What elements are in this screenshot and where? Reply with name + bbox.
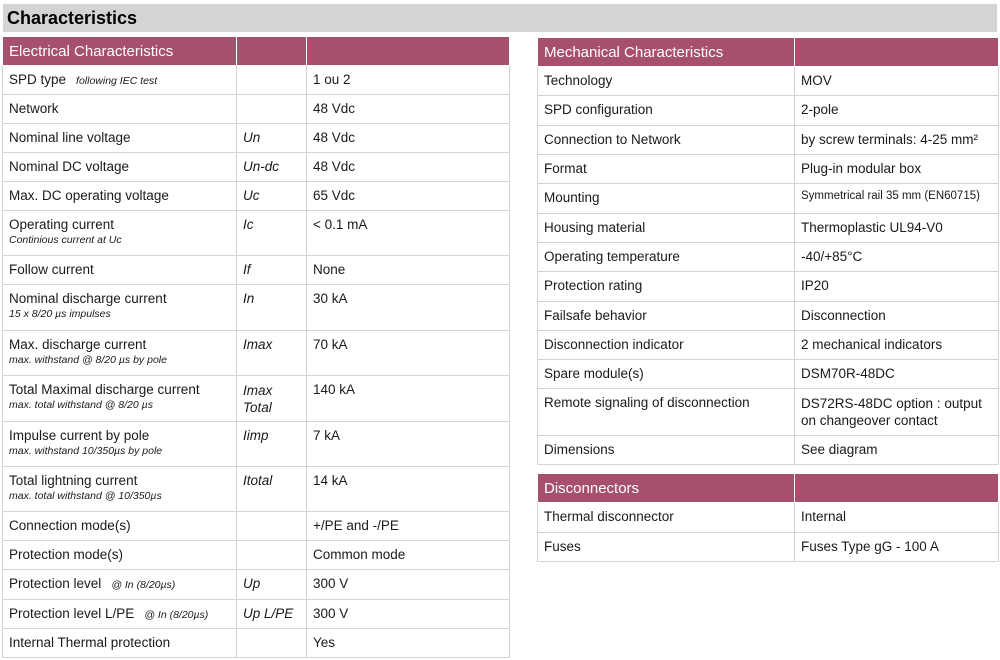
table-row [3, 66, 510, 95]
row-value: 65 Vdc [307, 182, 510, 211]
row-label: Disconnection indicator [538, 331, 795, 360]
row-symbol: If [237, 256, 307, 285]
table-row [538, 126, 999, 155]
table-row [538, 214, 999, 243]
table-row [538, 67, 999, 96]
row-value: +/PE and -/PE [307, 512, 510, 541]
row-value: Common mode [307, 541, 510, 570]
header-spacer [237, 37, 307, 66]
page-title: Characteristics [7, 8, 138, 28]
row-sublabel: max. total withstand @ 8/20 µs [9, 399, 153, 411]
table-row [3, 182, 510, 211]
table-row [538, 533, 999, 562]
table-row [538, 302, 999, 331]
mechanical-title: Mechanical Characteristics [538, 38, 795, 67]
row-label: Thermal disconnector [538, 503, 795, 533]
table-row [3, 124, 510, 153]
table-row [3, 512, 510, 541]
row-value: -40/+85°C [795, 243, 999, 272]
row-value: < 0.1 mA [307, 211, 510, 256]
table-row [538, 155, 999, 184]
row-label: Internal Thermal protection [9, 635, 171, 650]
row-symbol [237, 629, 307, 658]
table-row [3, 285, 510, 331]
row-value: 300 V [307, 600, 510, 629]
row-sublabel: max. total withstand @ 10/350µs [9, 490, 162, 502]
table-row [538, 389, 999, 436]
table-row [538, 96, 999, 126]
row-symbol: Imax Total [237, 376, 307, 422]
table-row [538, 243, 999, 272]
row-value: 7 kA [307, 422, 510, 467]
row-label: Connection to Network [538, 126, 795, 155]
header-spacer [307, 37, 510, 66]
row-value: 48 Vdc [307, 153, 510, 182]
row-symbol: Imax [237, 331, 307, 376]
row-label: Total lightning current [9, 473, 138, 488]
table-row [3, 95, 510, 124]
table-row [3, 629, 510, 658]
row-symbol: Uc [237, 182, 307, 211]
row-sublabel: max. withstand @ 8/20 µs by pole [9, 354, 167, 366]
row-label: Housing material [538, 214, 795, 243]
row-symbol [237, 66, 307, 95]
row-label: Operating temperature [538, 243, 795, 272]
row-label: Spare module(s) [538, 360, 795, 389]
row-symbol: Iimp [237, 422, 307, 467]
row-label: Total Maximal discharge current [9, 382, 200, 397]
table-row [3, 153, 510, 182]
row-sublabel: Continious current at Uc [9, 234, 122, 246]
row-label: Format [538, 155, 795, 184]
row-label: Protection level L/PE @ In (8/20µs) [9, 606, 209, 621]
row-label: Mounting [538, 184, 795, 214]
row-symbol [237, 512, 307, 541]
row-value: DS72RS-48DC option : output on changeover contact [795, 389, 999, 436]
electrical-title: Electrical Characteristics [3, 37, 237, 66]
row-value: 48 Vdc [307, 124, 510, 153]
row-label: Dimensions [538, 436, 795, 465]
row-label: Protection level @ In (8/20µs) [9, 576, 176, 591]
row-value: Yes [307, 629, 510, 658]
row-symbol: Itotal [237, 467, 307, 512]
row-symbol [237, 541, 307, 570]
mechanical-characteristics-table [537, 37, 999, 465]
row-value: Thermoplastic UL94-V0 [795, 214, 999, 243]
row-label: Technology [538, 67, 795, 96]
row-value: 1 ou 2 [307, 66, 510, 95]
row-symbol: Un-dc [237, 153, 307, 182]
row-value: 2 mechanical indicators [795, 331, 999, 360]
table-row [3, 541, 510, 570]
row-label: Operating current [9, 217, 115, 232]
row-sublabel: 15 x 8/20 µs impulses [9, 308, 111, 320]
row-symbol: Ic [237, 211, 307, 256]
row-sublabel: max. withstand 10/350µs by pole [9, 445, 163, 457]
row-label: Nominal line voltage [9, 130, 131, 145]
row-value: 30 kA [307, 285, 510, 331]
table-row [3, 211, 510, 256]
electrical-characteristics-table [2, 36, 510, 658]
row-label: Protection rating [538, 272, 795, 302]
header-spacer [795, 474, 999, 503]
table-row [3, 600, 510, 629]
row-symbol: Up L/PE [237, 600, 307, 629]
table-row [3, 256, 510, 285]
row-label: Remote signaling of disconnection [538, 389, 795, 436]
row-value: 300 V [307, 570, 510, 600]
table-row [538, 436, 999, 465]
row-value: DSM70R-48DC [795, 360, 999, 389]
table-row [3, 570, 510, 600]
disconnectors-title: Disconnectors [538, 474, 795, 503]
table-row [3, 376, 510, 422]
row-label: Fuses [538, 533, 795, 562]
row-value: MOV [795, 67, 999, 96]
table-row [3, 422, 510, 467]
row-label: Max. DC operating voltage [9, 188, 169, 203]
table-row [538, 331, 999, 360]
row-value: by screw terminals: 4-25 mm² [795, 126, 999, 155]
row-label: Failsafe behavior [538, 302, 795, 331]
row-label: Impulse current by pole [9, 428, 150, 443]
row-label: Nominal discharge current [9, 291, 167, 306]
row-symbol [237, 95, 307, 124]
row-label: SPD type following IEC test [9, 72, 158, 87]
row-value: Fuses Type gG - 100 A [795, 533, 999, 562]
row-value: 70 kA [307, 331, 510, 376]
row-label: SPD configuration [538, 96, 795, 126]
table-row [538, 272, 999, 302]
row-symbol: Un [237, 124, 307, 153]
row-label: Network [9, 101, 59, 116]
row-value: 14 kA [307, 467, 510, 512]
mechanical-header-row [538, 38, 999, 67]
row-value: Internal [795, 503, 999, 533]
disconnectors-header-row [538, 474, 999, 503]
table-row [3, 467, 510, 512]
table-row [538, 503, 999, 533]
disconnectors-table [537, 473, 999, 562]
electrical-header-row [3, 37, 510, 66]
row-label: Protection mode(s) [9, 547, 124, 562]
row-value: 2-pole [795, 96, 999, 126]
table-row [538, 184, 999, 214]
table-row [3, 331, 510, 376]
header-spacer [795, 38, 999, 67]
row-value: Disconnection [795, 302, 999, 331]
row-label: Nominal DC voltage [9, 159, 130, 174]
row-label: Connection mode(s) [9, 518, 131, 533]
row-symbol: Up [237, 570, 307, 600]
row-value: 48 Vdc [307, 95, 510, 124]
row-label: Follow current [9, 262, 94, 277]
row-symbol: In [237, 285, 307, 331]
row-label: Max. discharge current [9, 337, 147, 352]
row-value: 140 kA [307, 376, 510, 422]
row-value: See diagram [795, 436, 999, 465]
row-value: None [307, 256, 510, 285]
title-bar [3, 4, 997, 32]
row-value: IP20 [795, 272, 999, 302]
row-value: Plug-in modular box [795, 155, 999, 184]
row-value: Symmetrical rail 35 mm (EN60715) [795, 184, 999, 214]
table-row [538, 360, 999, 389]
